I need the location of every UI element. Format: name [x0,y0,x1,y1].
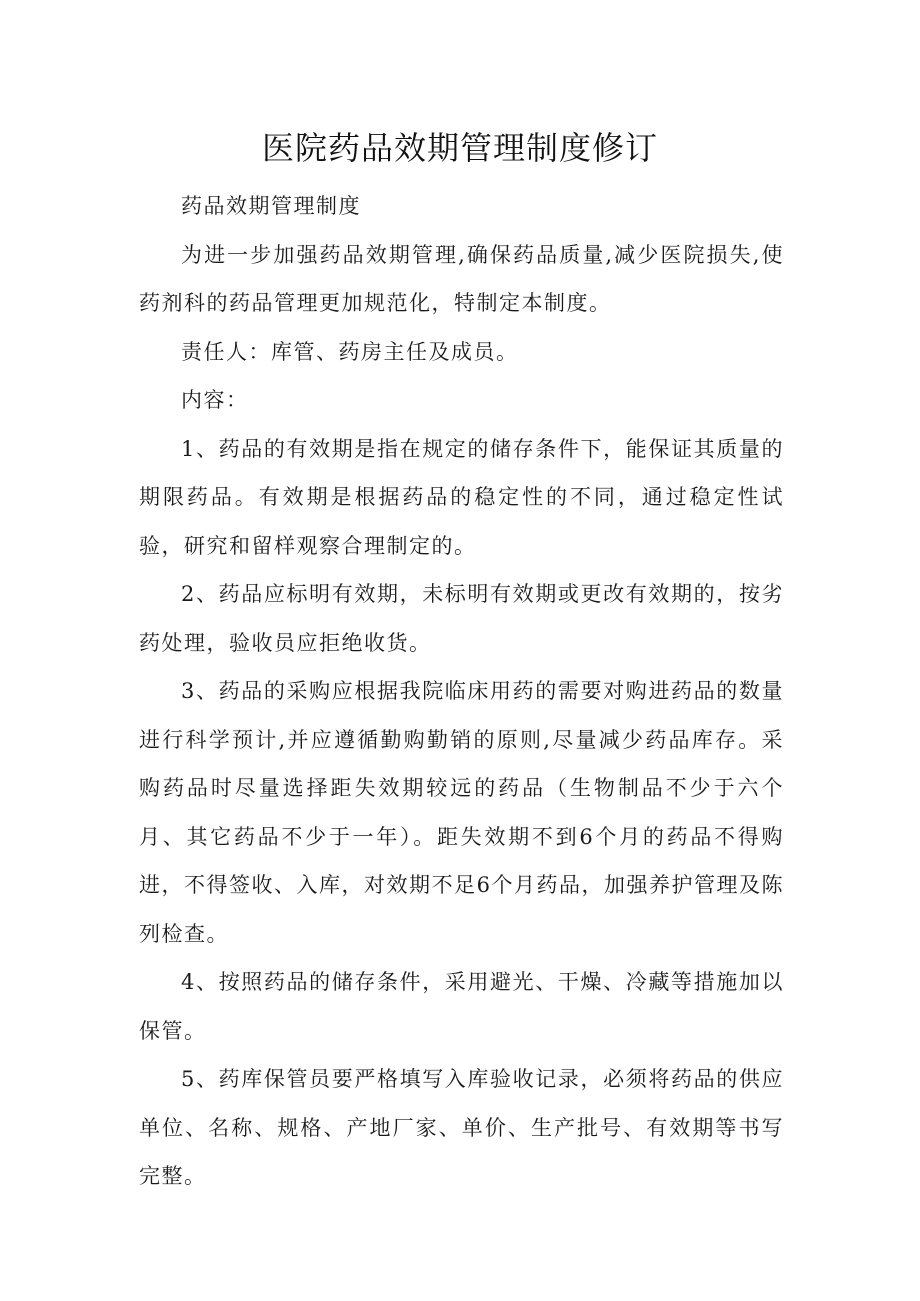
paragraph-item-3: 3、药品的采购应根据我院临床用药的需要对购进药品的数量进行科学预计,并应遵循勤购勤销的原则,尽量减少药品库存。采购药品时尽量选择距失效期较远的药品（生物制品不少于六个月、其它药品不少于一年）。距失效期不到6个月的药品不得购进，不得签收、入库，对效期不足6个月药品，加强养护管理及陈列检查。 [139,679,784,946]
document-body [139,182,784,1201]
paragraph-item-5: 5、药库保管员要严格填写入库验收记录，必须将药品的供应单位、名称、规格、产地厂家、单价、生产批号、有效期等书写完整。 [139,1067,784,1188]
section-heading: 药品效期管理制度 [181,194,361,218]
paragraph-purpose: 为进一步加强药品效期管理,确保药品质量,减少医院损失,使药剂科的药品管理更加规范化，特制定本制度。 [139,242,784,315]
paragraph-content-label: 内容： [181,388,249,412]
document-title: 医院药品效期管理制度修订 [261,129,658,167]
paragraph-item-4: 4、按照药品的储存条件，采用避光、干燥、冷藏等措施加以保管。 [139,970,784,1043]
paragraph-item-1: 1、药品的有效期是指在规定的储存条件下，能保证其质量的期限药品。有效期是根据药品的稳定性的不同，通过稳定性试验，研究和留样观察合理制定的。 [139,436,784,558]
paragraph-responsible: 责任人：库管、药房主任及成员。 [181,339,519,364]
paragraph-item-2: 2、药品应标明有效期，未标明有效期或更改有效期的，按劣药处理，验收员应拒绝收货。 [139,582,784,655]
